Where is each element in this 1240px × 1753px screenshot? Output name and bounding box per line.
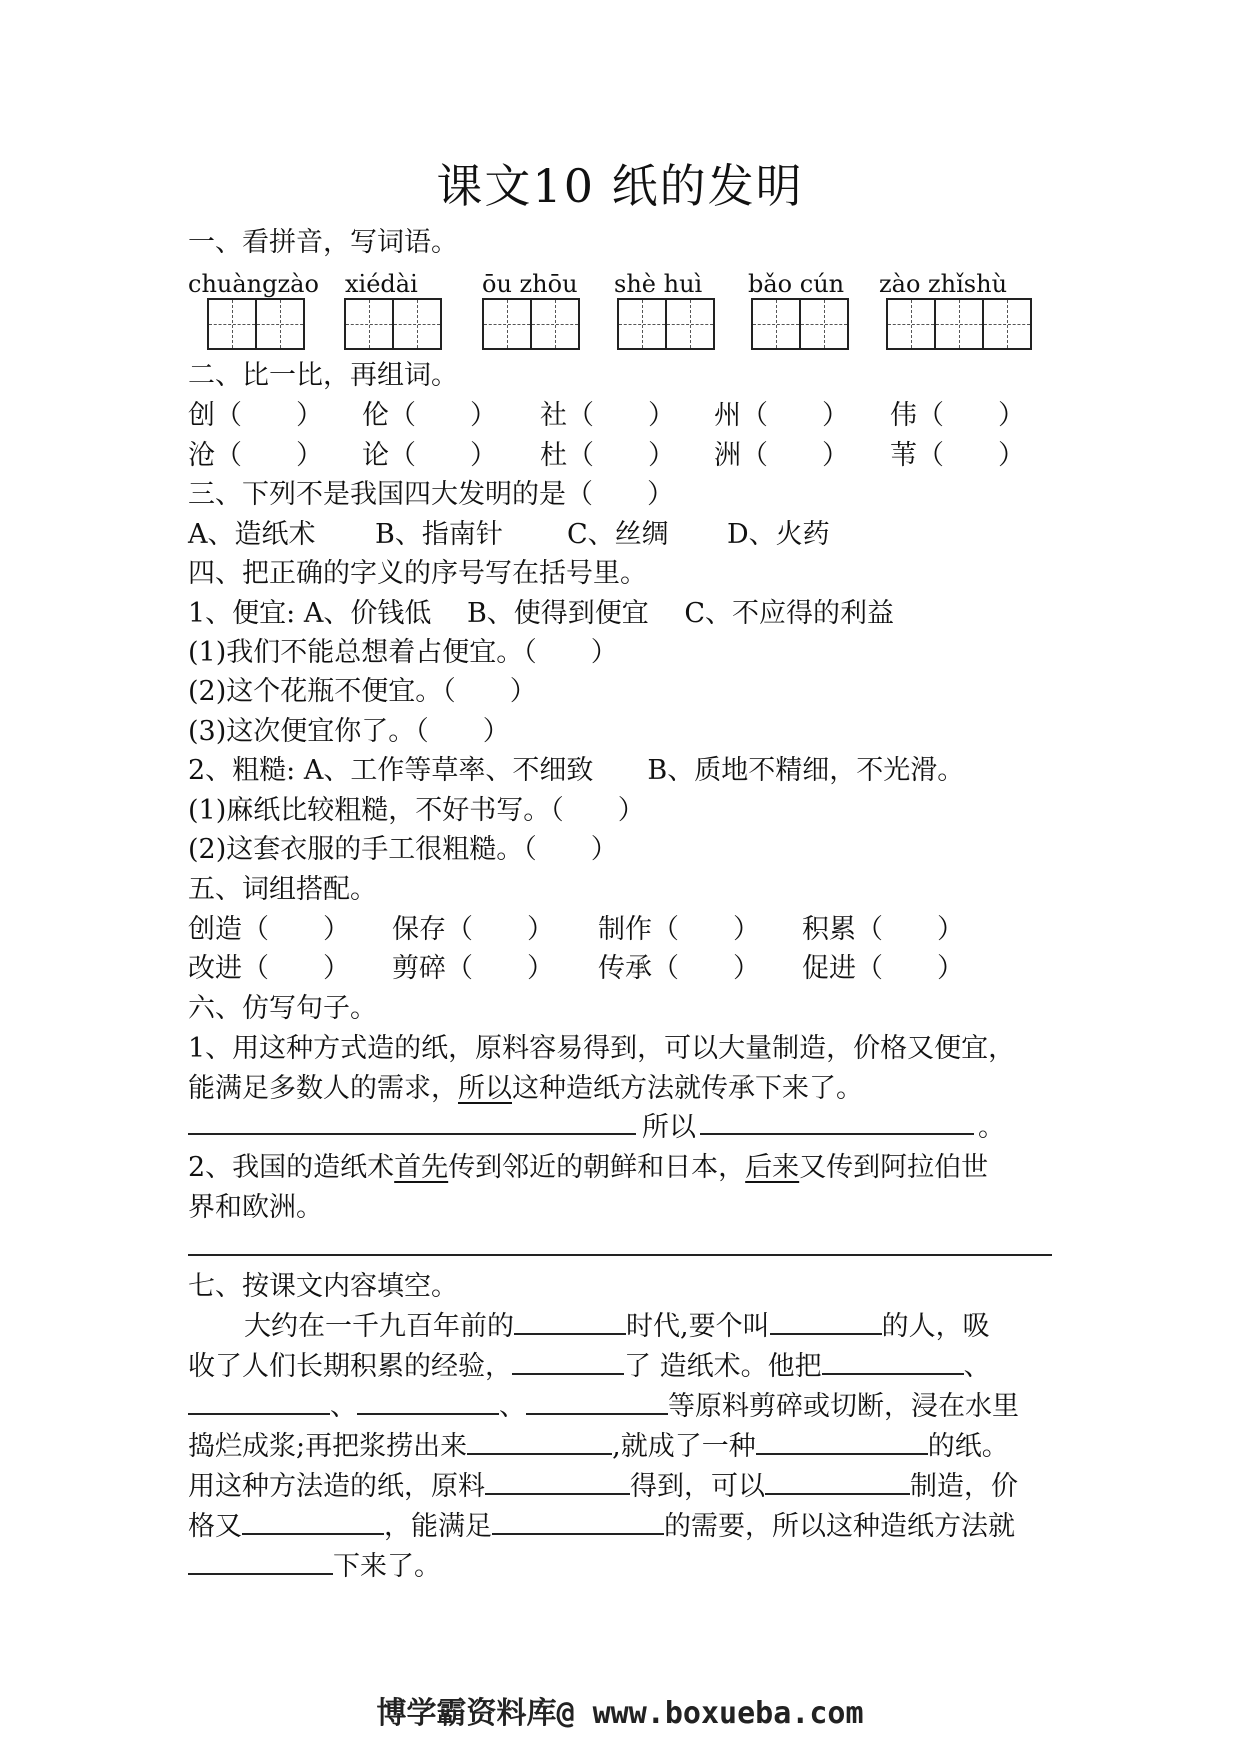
- phrase-item: 制作（ ）: [598, 914, 760, 945]
- fill-blank[interactable]: [514, 1307, 626, 1335]
- page-title: 课文10 纸的发明: [436, 159, 804, 213]
- answer-blank[interactable]: [700, 1133, 974, 1135]
- compare-item: 伦（ ）: [362, 400, 497, 431]
- definition-1: 1、便宜: A、价钱低 B、使得到便宜 C、不应得的利益: [188, 598, 895, 629]
- writing-grid-6[interactable]: [886, 298, 1032, 352]
- sentence-item: (3)这次便宜你了。（ ）: [188, 716, 510, 747]
- fill-blank[interactable]: [756, 1427, 928, 1455]
- answer-blank[interactable]: [188, 1254, 1052, 1256]
- section-2-heading: 二、比一比，再组词。: [188, 360, 458, 391]
- writing-grid-4[interactable]: [617, 298, 715, 352]
- underlined-keyword: 后来: [745, 1152, 800, 1183]
- option-b: B、指南针: [375, 519, 503, 550]
- pinyin-5: bǎo cún: [748, 270, 845, 298]
- model-sentence-1-line-2: [188, 1066, 863, 1105]
- fill-text: 的人，吸: [881, 1311, 990, 1342]
- writing-grid-5[interactable]: [751, 298, 849, 352]
- fill-line-6: [188, 1504, 1015, 1543]
- sentence-text: 又传到阿拉伯世: [799, 1152, 989, 1183]
- fill-text: 、: [963, 1351, 991, 1382]
- fill-text: 、: [499, 1391, 526, 1422]
- model-sentence-1-line-1: 1、用这种方式造的纸，原料容易得到，可以大量制造，价格又便宜，: [188, 1033, 1016, 1064]
- option-d: D、火药: [727, 519, 830, 550]
- compare-item: 州（ ）: [714, 400, 849, 431]
- writing-grid-1[interactable]: [207, 298, 305, 352]
- fill-blank[interactable]: [526, 1387, 668, 1415]
- fill-text: 、: [330, 1391, 357, 1422]
- sentence-item: (1)我们不能总想着占便宜。（ ）: [188, 637, 618, 668]
- phrase-item: 保存（ ）: [392, 914, 554, 945]
- sentence-item: (1)麻纸比较粗糙，不好书写。（ ）: [188, 795, 645, 826]
- fill-text: ,就成了一种: [612, 1431, 756, 1462]
- fill-blank[interactable]: [357, 1387, 499, 1415]
- compare-item: 杜（ ）: [540, 440, 675, 471]
- compare-item: 洲（ ）: [714, 440, 849, 471]
- fill-text: 的纸。: [927, 1431, 1009, 1462]
- fill-text: 等原料剪碎或切断，浸在水里: [668, 1391, 1019, 1422]
- fill-line-2: [188, 1344, 991, 1383]
- fill-text: 了 造纸术。他把: [624, 1351, 822, 1382]
- compare-item: 伟（ ）: [890, 400, 1025, 431]
- section-5-heading: 五、词组搭配。: [188, 874, 377, 905]
- option-c: C、丝绸: [567, 519, 669, 550]
- watermark-footer: 博学霸资料库@ www.boxueba.com: [376, 1696, 864, 1731]
- sentence-item: (2)这套衣服的手工很粗糙。（ ）: [188, 834, 618, 865]
- fill-blank[interactable]: [822, 1347, 964, 1375]
- fill-blank[interactable]: [765, 1467, 910, 1495]
- phrase-item: 剪碎（ ）: [392, 953, 554, 984]
- option-a: A、造纸术: [188, 519, 316, 550]
- fill-text: 的需要，所以这种造纸方法就: [664, 1511, 1015, 1542]
- section-1-heading: 一、看拼音，写词语。: [188, 227, 458, 258]
- fill-blank[interactable]: [770, 1307, 882, 1335]
- fill-text: 捣烂成浆;再把浆捞出来: [188, 1431, 468, 1462]
- model-sentence-2-line-2: 界和欧洲。: [188, 1192, 323, 1223]
- fill-text: 时代,要个叫: [626, 1311, 770, 1342]
- compare-item: 论（ ）: [362, 440, 497, 471]
- pinyin-4: shè huì: [614, 270, 703, 298]
- fill-line-3: [188, 1384, 1019, 1423]
- fill-text: 得到，可以: [630, 1471, 765, 1502]
- phrase-item: 积累（ ）: [802, 914, 964, 945]
- fill-blank[interactable]: [485, 1467, 630, 1495]
- fill-blank[interactable]: [512, 1347, 624, 1375]
- fill-line-1: [244, 1304, 990, 1343]
- pinyin-1: chuàngzào: [188, 270, 319, 298]
- section-3-heading: 三、下列不是我国四大发明的是（ ）: [188, 479, 674, 510]
- model-sentence-2-line-1: [188, 1145, 988, 1184]
- compare-item: 创（ ）: [188, 400, 323, 431]
- fill-line-5: [188, 1464, 1018, 1503]
- answer-blank[interactable]: [188, 1133, 636, 1135]
- fill-text: 下来了。: [333, 1551, 441, 1582]
- fill-blank[interactable]: [467, 1427, 612, 1455]
- sentence-item: (2)这个花瓶不便宜。（ ）: [188, 676, 537, 707]
- pinyin-6: zào zhǐshù: [879, 270, 1008, 298]
- answer-connector: 所以: [642, 1112, 696, 1143]
- phrase-item: 传承（ ）: [598, 953, 760, 984]
- fill-text: 收了人们长期积累的经验，: [188, 1351, 512, 1382]
- fill-blank[interactable]: [188, 1547, 333, 1575]
- definition-2: 2、粗糙: A、工作等草率、不细致 B、质地不精细，不光滑。: [188, 755, 965, 786]
- phrase-item: 创造（ ）: [188, 914, 350, 945]
- fill-blank[interactable]: [492, 1507, 664, 1535]
- fill-text: 格又: [188, 1511, 242, 1542]
- fill-line-4: [188, 1424, 1009, 1463]
- sentence-text: 传到邻近的朝鲜和日本，: [448, 1152, 746, 1183]
- section-6-heading: 六、仿写句子。: [188, 993, 377, 1024]
- writing-grid-3[interactable]: [482, 298, 580, 352]
- pinyin-3: ōu zhōu: [482, 270, 578, 298]
- compare-item: 苇（ ）: [890, 440, 1025, 471]
- fill-blank[interactable]: [188, 1387, 330, 1415]
- fill-text: ，能满足: [384, 1511, 492, 1542]
- compare-item: 沧（ ）: [188, 440, 323, 471]
- fill-text: 用这种方法造的纸，原料: [188, 1471, 485, 1502]
- fill-text: 大约在一千九百年前的: [244, 1311, 514, 1342]
- fill-text: 制造，价: [910, 1471, 1018, 1502]
- answer-end: 。: [978, 1112, 1005, 1143]
- phrase-item: 改进（ ）: [188, 953, 350, 984]
- sentence-text: 能满足多数人的需求，: [188, 1073, 458, 1104]
- writing-grid-2[interactable]: [344, 298, 442, 352]
- underlined-keyword: 首先: [394, 1152, 449, 1183]
- compare-item: 社（ ）: [540, 400, 675, 431]
- fill-blank[interactable]: [242, 1507, 384, 1535]
- underlined-keyword: 所以: [458, 1073, 512, 1104]
- section-4-heading: 四、把正确的字义的序号写在括号里。: [188, 558, 647, 589]
- phrase-item: 促进（ ）: [802, 953, 964, 984]
- sentence-text: 这种造纸方法就传承下来了。: [512, 1073, 863, 1104]
- fill-line-7: [188, 1544, 441, 1583]
- pinyin-2: xiédài: [345, 270, 418, 298]
- section-7-heading: 七、按课文内容填空。: [188, 1271, 458, 1302]
- sentence-text: 2、我国的造纸术: [188, 1152, 395, 1183]
